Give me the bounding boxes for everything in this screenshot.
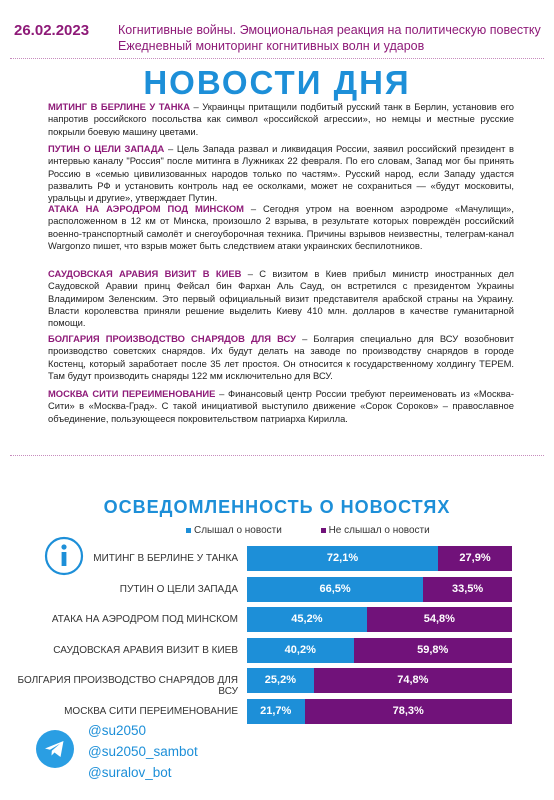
bar-heard [247,638,354,663]
bar-label-not-heard: 27,9% [459,552,491,564]
category-label: МОСКВА СИТИ ПЕРЕИМЕНОВАНИЕ [64,706,238,717]
news-headline: ПУТИН О ЦЕЛИ ЗАПАДА [48,143,165,154]
bar-label-not-heard: 54,8% [423,613,455,625]
news-headline: МИТИНГ В БЕРЛИНЕ У ТАНКА [48,101,190,112]
news-body: – С визитом в Киев прибыл министр иностранных дел Саудовской Аравии принц Фейсал бин Фархан Аль Сауд, он встретился с президентом Украины Владимиром Зеленским. Это первый официальный визит представителя арабской страны на Украину. Власти королевства приняли решение выделить Киеву 410 млн. долларов в качестве гуманитарной помощи. [48,268,514,329]
header-text [118,22,541,54]
category-label: МИТИНГ В БЕРЛИНЕ У ТАНКА [93,553,238,564]
bar-not-heard [314,668,512,693]
news-item [48,101,514,138]
news-headline: БОЛГАРИЯ ПРОИЗВОДСТВО СНАРЯДОВ ДЛЯ ВСУ [48,333,296,344]
news-headline: МОСКВА СИТИ ПЕРЕИМЕНОВАНИЕ [48,388,216,399]
contacts [88,720,198,783]
legend-label: Не слышал о новости [328,525,430,536]
news-item [48,333,514,382]
bar-not-heard [423,577,512,602]
page-title: НОВОСТИ ДНЯ [143,64,411,101]
bar-label-heard: 25,2% [264,674,296,686]
news-headline: АТАКА НА АЭРОДРОМ ПОД МИНСКОМ [48,203,244,214]
bar-label-heard: 21,7% [260,705,292,717]
category-label: БОЛГАРИЯ ПРОИЗВОДСТВО СНАРЯДОВ ДЛЯ ВСУ [17,675,238,697]
news-body: – Цель Запада развал и ликвидация России, заявил российский президент в интервью каналу "Россия" после митинга в Лужниках 22 февраля. По его словам, Запад мог бы принять Россию в «семью цивилизованных народов только по частям». Русский народ, если Западу удастся развалить РФ и установить контроль над ее осколками, может не сохраниться — «будут московиты, уральцы и другие», утверждает Путин. [48,143,515,204]
bar-label-heard: 40,2% [284,644,316,656]
bar-heard [247,699,305,724]
news-item [48,143,514,204]
bar-label-not-heard: 59,8% [417,644,449,656]
divider [10,455,544,456]
news-body: – Сегодня утром на военном аэродроме «Мачулищи», расположенном в 12 км от Минска, произошло 2 взрыва, в результате которых повреждён российский военно-транспортный самолёт и снегоуборочная техника. Причины взрывов неизвестны, телеграм-канал Wargonzo пишет, что взрыв может быть следствием атаки украинских беспилотников. [48,203,514,251]
bar-heard [247,668,314,693]
bar-label-not-heard: 74,8% [397,674,429,686]
header-line-1: Когнитивные войны. Эмоциональная реакция на политическую повестку [118,23,541,37]
chart-title: ОСВЕДОМЛЕННОСТЬ О НОВОСТЯХ [103,497,451,517]
bar-heard [247,607,367,632]
chart-legend [186,525,466,536]
category-label: САУДОВСКАЯ АРАВИЯ ВИЗИТ В КИЕВ [53,645,238,656]
category-label: ПУТИН О ЦЕЛИ ЗАПАДА [119,584,238,595]
legend-item-heard [186,525,282,536]
divider [10,58,544,59]
bar-not-heard [354,638,512,663]
news-item [48,388,514,425]
bar-not-heard [367,607,512,632]
news-body: – Болгария специально для ВСУ возобновит производство советских снарядов. Их будут делать на заводе по производству снарядов в городе Костенц, который заработает после 35 лет простоя. Он относится к государственному холдингу ТЕРЕМ. Там будут производить снаряды 122 мм исключительно для ВСУ. [48,333,514,381]
news-item [48,203,514,252]
news-body: – Украинцы притащили подбитый русский танк в Берлин, установив его напротив российского посольства как символ «российской агрессии», но немцы и местные русские покрыли боевую машину цветами. [48,101,514,137]
legend-item-not-heard [321,525,430,536]
contact-handle[interactable]: @su2050_sambot [88,744,198,759]
bar-label-not-heard: 33,5% [452,583,484,595]
bar-label-heard: 45,2% [291,613,323,625]
bar-label-heard: 66,5% [319,583,351,595]
bar-heard [247,577,423,602]
bar-label-not-heard: 78,3% [392,705,424,717]
news-headline: САУДОВСКАЯ АРАВИЯ ВИЗИТ В КИЕВ [48,268,242,279]
bar-heard [247,546,438,571]
news-item [48,268,514,329]
report-date: 26.02.2023 [14,22,90,39]
news-body: – Финансовый центр России требуют переименовать из «Москва-Сити» в «Москва-Град». С такой инициативой выступило движение «Сорок Сороков» – православное объединение, пользующееся покровительством патриарха Кирилла. [48,388,514,424]
header-line-2: Ежедневный мониторинг когнитивных волн и ударов [118,39,425,53]
category-label: АТАКА НА АЭРОДРОМ ПОД МИНСКОМ [51,614,238,625]
contact-handle[interactable]: @su2050 [88,723,146,738]
bar-not-heard [305,699,512,724]
bar-not-heard [438,546,512,571]
bar-label-heard: 72,1% [326,552,359,564]
legend-label: Слышал о новости [194,525,282,536]
telegram-icon [36,730,74,768]
contact-handle[interactable]: @suralov_bot [88,765,172,780]
